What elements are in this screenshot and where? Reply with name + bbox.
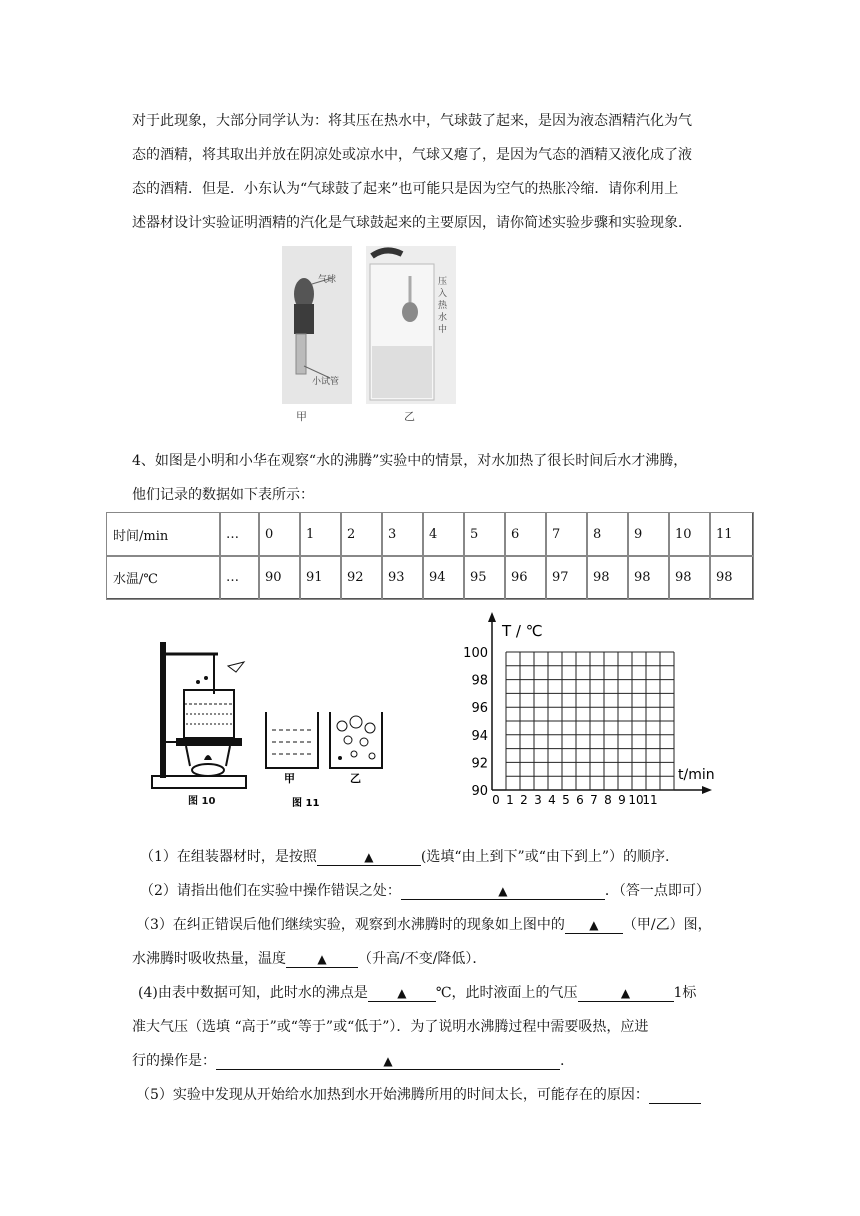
x-tick-label: 7 [590,793,598,807]
question-5 [132,1078,742,1112]
answer-blank-q1[interactable] [317,849,421,866]
table-header-time: 时间/min [107,513,220,556]
table-cell: 11 [710,513,753,556]
y-tick-label: 94 [471,728,488,744]
table-cell: 93 [382,556,423,599]
x-tick-label: 9 [618,793,626,807]
table-row-temp [107,556,753,599]
x-tick-label: 6 [576,793,584,807]
table-cell: 3 [382,513,423,556]
table-cell: 7 [546,513,587,556]
temperature-time-grid [462,606,722,810]
table-cell: 4 [423,513,464,556]
triangle-icon: ▲ [364,850,374,864]
intro-line: 态的酒精，将其取出并放在阴凉处或凉水中，气球又瘪了，是因为气态的酒精又液化成了液 [132,147,692,163]
x-tick-label: 3 [534,793,542,807]
figure-11-beakers [262,710,392,810]
x-tick-label: 8 [604,793,612,807]
q4-stem-line: 他们记录的数据如下表所示： [132,487,314,503]
x-tick-label: 4 [548,793,556,807]
table-cell: 98 [587,556,628,599]
figure-10-apparatus [148,634,268,810]
y-tick-label: 90 [471,784,488,799]
triangle-icon: ▲ [620,986,631,1000]
table-cell: 98 [669,556,710,599]
table-cell: 9 [628,513,669,556]
q4-text-2: ℃，此时液面上的气压 [435,985,578,1001]
table-header-temp: 水温/℃ [107,556,220,599]
q3-text: （3）在纠正错误后他们继续实验，观察到水沸腾时的现象如上图中的 [136,917,565,933]
q3-hint-2: （升高/不变/降低）． [358,951,487,967]
q4-text-4: 准大气压（选填 “高于”或“等于”或“低于”）．为了说明水沸腾过程中需要吸热，应进 [132,1019,649,1035]
triangle-icon: ▲ [317,952,327,966]
q2-hint: ．（答一点即可） [604,883,710,899]
table-cell: 96 [505,556,546,599]
table-cell: 2 [341,513,382,556]
answer-blank-q3a[interactable] [565,917,623,934]
table-row-time [107,513,753,556]
table-cell: 95 [464,556,505,599]
triangle-icon: ▲ [589,918,599,932]
graph-y-label: T / ℃ [502,622,543,640]
triangle-icon: ▲ [397,986,407,1000]
table-cell: 94 [423,556,464,599]
table-cell: 98 [628,556,669,599]
q4-stem [132,444,732,512]
table-cell: 98 [710,556,753,599]
intro-line: 述器材设计实验证明酒精的汽化是气球鼓起来的主要原因，请你简述实验步骤和实验现象． [132,215,692,231]
table-cell: 90 [259,556,300,599]
question-3-cont [132,942,742,976]
y-tick-label: 98 [471,673,488,689]
q3-text-2: 水沸腾时吸收热量，温度 [132,951,286,967]
answer-blank-q5[interactable] [649,1087,701,1104]
answer-blank-q4b[interactable] [578,985,674,1002]
label-tube: 小试管 [312,377,340,387]
label-balloon: 气球 [318,275,337,285]
x-tick-label: 1 [506,793,514,807]
intro-paragraph [132,104,732,240]
x-tick-label: 0 [492,793,500,807]
question-4 [132,976,742,1010]
q4-text: (4)由表中数据可知，此时水的沸点是 [138,985,368,1001]
intro-line: 对于此现象，大部分同学认为：将其压在热水中，气球鼓了起来，是因为液态酒精汽化为气 [132,113,692,129]
question-4-cont2 [132,1044,742,1078]
table-cell: … [220,513,259,556]
questions-block [132,840,742,1112]
answer-blank-q4a[interactable] [368,985,436,1002]
x-tick-labels [492,793,657,807]
triangle-icon: ▲ [498,884,508,898]
question-4-cont [132,1010,742,1044]
table-cell: 1 [300,513,341,556]
answer-blank-q2[interactable] [401,883,605,900]
grid-lines [506,652,674,790]
question-2 [132,874,742,908]
beaker-label-yi: 乙 [350,772,361,785]
q2-text: （2）请指出他们在实验中操作错误之处： [140,883,401,899]
answer-blank-q4c[interactable] [216,1053,560,1070]
graph-x-label: t/min [678,767,715,783]
x-axis-arrow [702,786,712,794]
x-tick-label: 2 [520,793,528,807]
label-press-vertical: 压入热水中 [438,277,448,335]
table-cell: 0 [259,513,300,556]
figure-11-label: 图 11 [292,798,320,809]
q3-hint: （甲/乙）图， [622,917,712,933]
q1-hint: (选填“由上到下”或“由下到上”）的顺序. [420,849,670,865]
table-cell: 5 [464,513,505,556]
data-table [106,512,753,599]
q4-end: . [560,1053,565,1069]
q4-stem-line: 4、如图是小明和小华在观察“水的沸腾”实验中的情景，对水加热了很长时间后水才沸腾， [132,453,688,469]
figure-10-label: 图 10 [188,796,216,807]
y-tick-label: 100 [463,646,488,661]
beaker-label-jia: 甲 [284,772,295,785]
table-cell: 97 [546,556,587,599]
table-cell: 10 [669,513,710,556]
y-tick-label: 92 [471,756,488,772]
x-tick-label: 10 [628,793,644,807]
photo-label-yi: 乙 [404,410,415,423]
question-3 [132,908,742,942]
q1-text: （1）在组装器材时，是按照 [140,849,317,865]
q4-text-3: 1标 [673,985,697,1001]
x-tick-label: 11 [642,793,658,807]
y-tick-label: 96 [471,701,488,717]
table-cell: … [220,556,259,599]
table-cell: 6 [505,513,546,556]
q4-text-5: 行的操作是： [132,1053,216,1069]
triangle-icon: ▲ [383,1054,393,1068]
table-cell: 91 [300,556,341,599]
intro-line: 态的酒精．但是．小东认为“气球鼓了起来”也可能只是因为空气的热胀冷缩．请你利用上 [132,181,679,197]
y-tick-labels [463,646,488,799]
photo-label-jia: 甲 [296,410,307,423]
q5-text: （5）实验中发现从开始给水加热到水开始沸腾所用的时间太长，可能存在的原因： [136,1087,649,1103]
table-cell: 8 [587,513,628,556]
table-cell: 92 [341,556,382,599]
question-1 [132,840,742,874]
x-tick-label: 5 [562,793,570,807]
answer-blank-q3b[interactable] [286,951,358,968]
y-axis-arrow [488,612,496,622]
